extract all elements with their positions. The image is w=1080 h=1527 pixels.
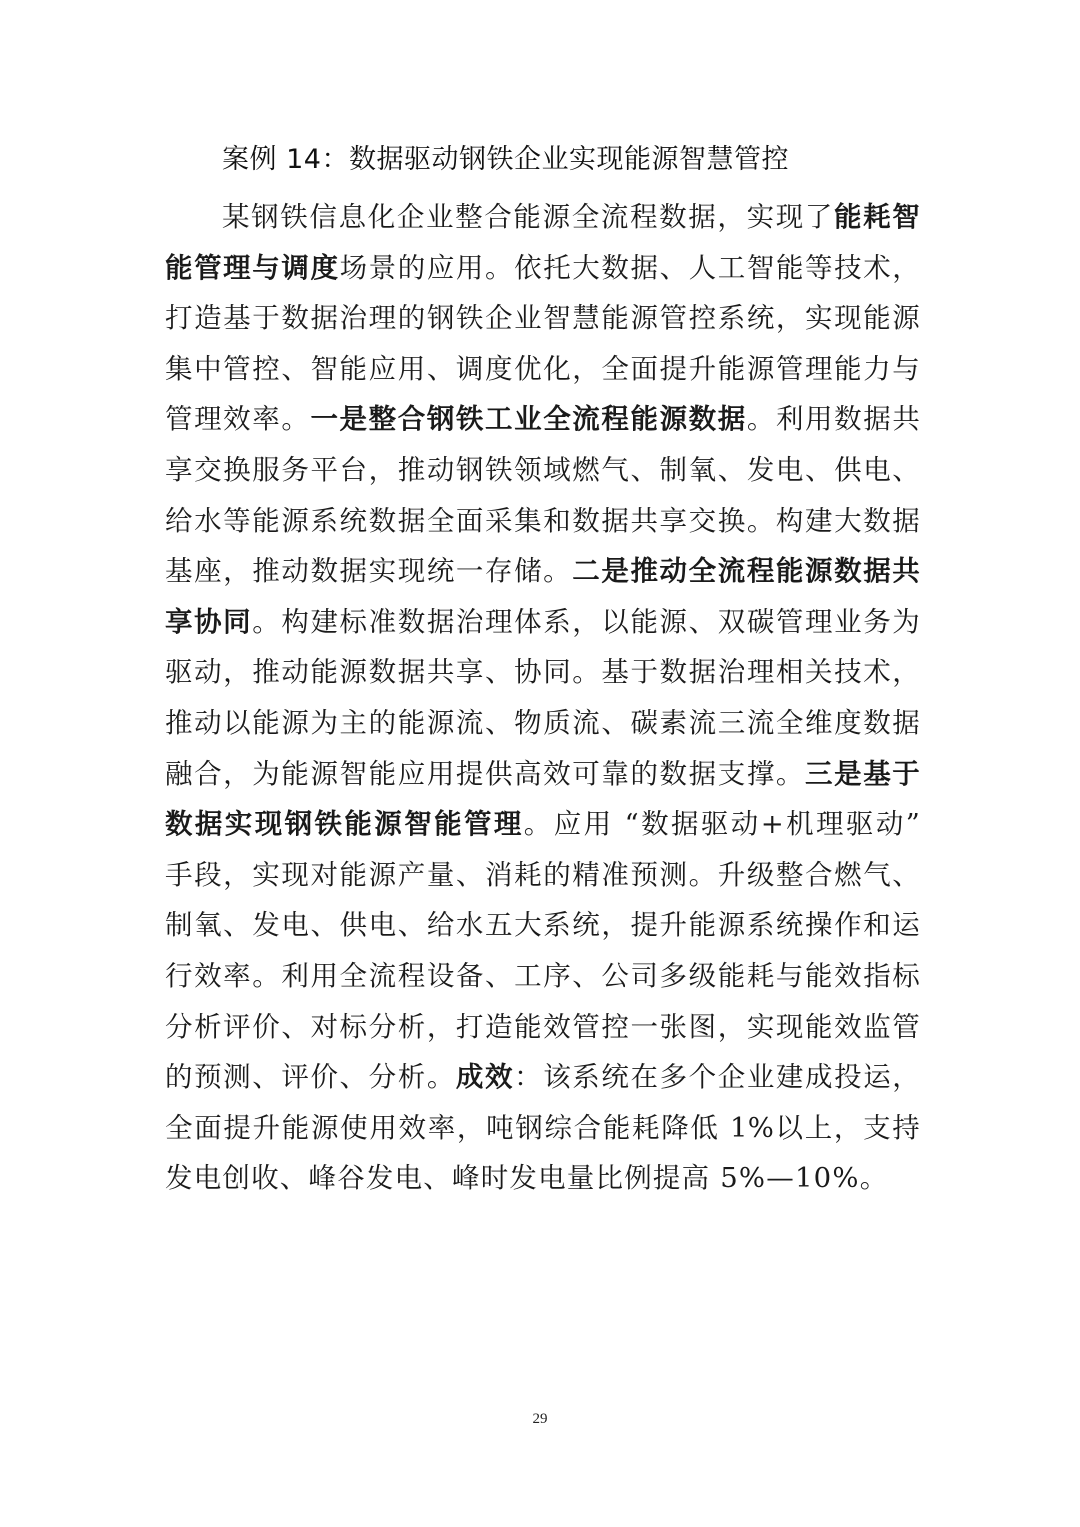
text-line: [165, 546, 920, 597]
text-run: 融合，为能源智能应用提供高效可靠的数据支撑。: [165, 757, 806, 790]
text-run: 集中管控、智能应用、调度优化，全面提升能源管理能力与: [165, 352, 920, 385]
bold-emphasis: 二是推动全流程能源数据共: [572, 555, 920, 588]
text-run: 享交换服务平台，推动钢铁领域燃气、制氧、发电、供电、: [165, 453, 920, 486]
bold-emphasis: 能耗智: [834, 201, 920, 233]
text-line: [165, 394, 920, 445]
text-run: 制氧、发电、供电、给水五大系统，提升能源系统操作和运: [165, 909, 920, 942]
text-run: 。构建标准数据治理体系，以能源、双碳管理业务为: [252, 605, 920, 638]
text-run: 。应用 “数据驱动+机理驱动”: [523, 808, 920, 841]
text-line: [165, 1153, 920, 1204]
text-run: 手段，实现对能源产量、消耗的精准预测。升级整合燃气、: [165, 858, 920, 891]
text-line: [165, 850, 920, 901]
text-run: 全面提升能源使用效率，吨钢综合能耗降低 1%以上，支持: [165, 1111, 920, 1144]
case-title: 案例 14：数据驱动钢铁企业实现能源智慧管控: [222, 144, 789, 175]
text-run: 行效率。利用全流程设备、工序、公司多级能耗与能效指标: [165, 959, 920, 992]
text-run: 打造基于数据治理的钢铁企业智慧能源管控系统，实现能源: [165, 302, 920, 335]
text-line: [165, 749, 920, 800]
text-line: [165, 799, 920, 850]
text-run: 推动以能源为主的能源流、物质流、碳素流三流全维度数据: [165, 706, 920, 739]
text-line: [165, 293, 920, 344]
text-line: [165, 344, 920, 395]
text-run: 某钢铁信息化企业整合能源全流程数据，实现了: [222, 201, 834, 233]
bold-emphasis: 享协同: [165, 605, 253, 638]
text-run: 给水等能源系统数据全面采集和数据共享交换。构建大数据: [165, 504, 920, 537]
text-line: [165, 1002, 920, 1053]
bold-emphasis: 能管理与调度: [165, 251, 340, 284]
bold-emphasis: 一是整合钢铁工业全流程能源数据: [310, 403, 747, 436]
case-body-paragraph: [165, 192, 920, 1204]
bold-emphasis: 数据实现钢铁能源智能管理: [165, 808, 524, 841]
text-run: 场景的应用。依托大数据、人工智能等技术，: [339, 251, 921, 284]
text-line: [165, 243, 920, 294]
text-line: [165, 900, 920, 951]
text-run: 发电创收、峰谷发电、峰时发电量比例提高 5%—10%。: [165, 1162, 889, 1195]
text-line: [165, 647, 920, 698]
text-line: [165, 597, 920, 648]
text-line: [165, 445, 920, 496]
bold-emphasis: 成效: [455, 1061, 515, 1094]
text-line: [165, 496, 920, 547]
text-line: [165, 951, 920, 1002]
bold-emphasis: 三是基于: [805, 757, 920, 790]
text-run: 驱动，推动能源数据共享、协同。基于数据治理相关技术，: [165, 656, 920, 689]
page-number: 29: [532, 1411, 548, 1427]
text-run: 分析评价、对标分析，打造能效管控一张图，实现能效监管: [165, 1010, 920, 1043]
text-run: 的预测、评价、分析。: [165, 1061, 456, 1094]
text-line: [165, 192, 920, 243]
text-run: 基座，推动数据实现统一存储。: [165, 555, 573, 588]
text-line: [165, 698, 920, 749]
text-run: ：该系统在多个企业建成投运，: [514, 1061, 920, 1094]
text-line: [165, 1103, 920, 1154]
text-run: 。利用数据共: [746, 403, 921, 436]
text-run: 管理效率。: [165, 403, 311, 436]
text-line: [165, 1052, 920, 1103]
